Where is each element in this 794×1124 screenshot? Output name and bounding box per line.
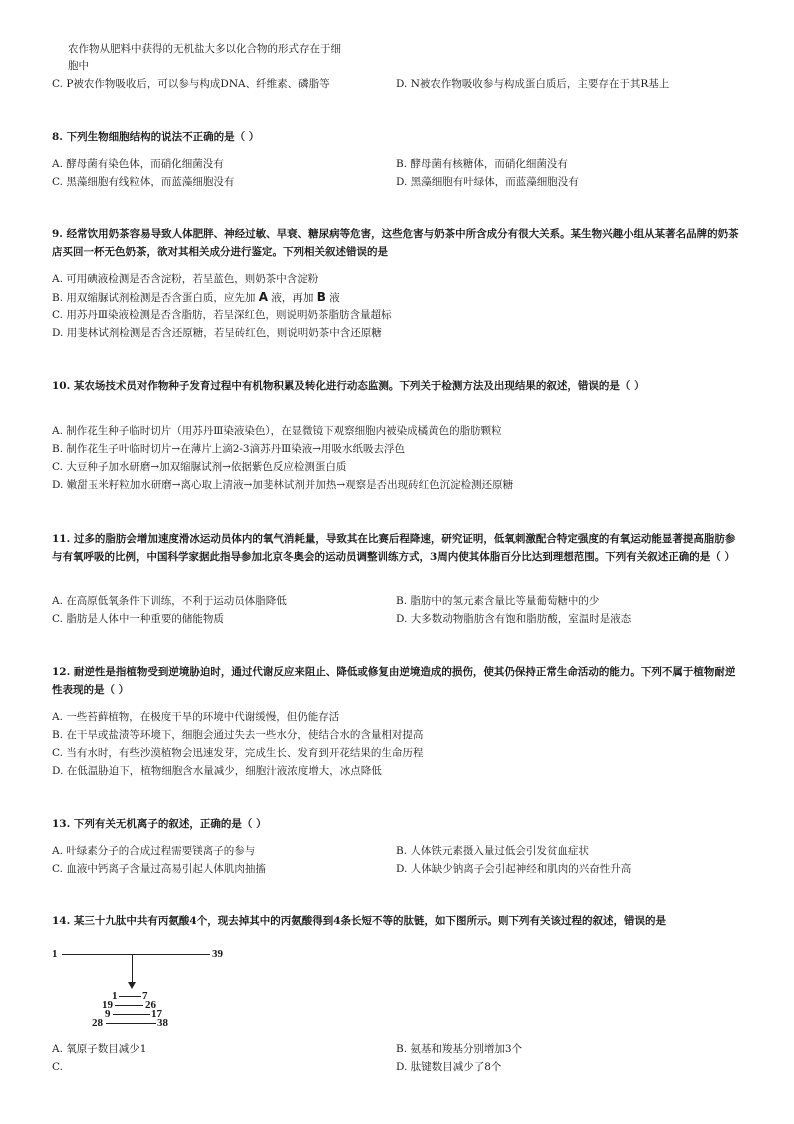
question-14-option-d: D. 肽键数目减少了8个 — [396, 1061, 502, 1073]
question-8-stem: 8. 下列生物细胞结构的说法不正确的是（ ） — [52, 131, 260, 143]
question-9-option-c: C. 用苏丹Ⅲ染液检测是否含脂肪，若呈深红色，则说明奶茶脂肪含量超标 — [52, 309, 392, 321]
question-8-option-a: A. 酵母菌有染色体，而硝化细菌没有 — [52, 158, 224, 170]
chain3-end: 17 — [151, 1008, 162, 1020]
question-11-option-d: D. 大多数动物脂肪含有饱和脂肪酸，室温时是液态 — [396, 613, 632, 625]
question-12-stem: 12. 耐逆性是指植物受到逆境胁迫时，通过代谢反应来阻止、降低或修复由逆境造成的损伤，使其仍保持正常生命活动的能力。下列不属于植物耐逆性表现的是（ ） — [52, 666, 736, 696]
reagent-b-label: B — [316, 290, 326, 304]
question-14-option-c: C. — [52, 1061, 63, 1073]
question-13-option-d: D. 人体缺少钠离子会引起神经和肌肉的兴奋性升高 — [396, 863, 632, 875]
chain4-start: 28 — [92, 1017, 103, 1029]
prev-option-c: C. P被农作物吸收后，可以参与构成DNA、纤维素、磷脂等 — [52, 78, 330, 90]
question-11-option-b: B. 脂肪中的氢元素含量比等量葡萄糖中的少 — [396, 595, 600, 607]
chain2-start: 19 — [102, 999, 113, 1011]
question-10-option-d: D. 嫩甜玉米籽粒加水研磨→离心取上清液→加斐林试剂并加热→观察是否出现砖红色沉淀检测还原糖 — [52, 479, 514, 491]
question-13-option-a: A. 叶绿素分子的合成过程需要镁离子的参与 — [52, 845, 256, 857]
question-11-stem: 11. 过多的脂肪会增加速度滑冰运动员体内的氧气消耗量，导致其在比赛后程降速，研究证明，低氧刺激配合特定强度的有氧运动能显著提高脂肪参与有氧呼吸的比例，中国科学家据此指导参加北京冬奥会的运动员调整训练方式，3周内使其体脂百分比达到理想范围。下列有关叙述正确的是（ ） — [52, 533, 736, 563]
question-8-option-d: D. 黑藻细胞有叶绿体，而蓝藻细胞没有 — [396, 176, 579, 188]
question-12-option-d: D. 在低温胁迫下，植物细胞含水量减少，细胞汁液浓度增大，冰点降低 — [52, 765, 382, 777]
question-11-option-a: A. 在高原低氧条件下训练，不利于运动员体脂降低 — [52, 595, 287, 607]
question-11-option-c: C. 脂肪是人体中一种重要的储能物质 — [52, 613, 224, 625]
question-10-option-a: A. 制作花生种子临时切片（用苏丹Ⅲ染液染色），在显微镜下观察细胞内被染成橘黄色的脂肪颗粒 — [52, 425, 502, 437]
question-9-option-b-pre: B. 用双缩脲试剂检测是否含蛋白质，应先加 — [52, 292, 256, 304]
arrow-shaft — [132, 955, 133, 985]
prev-option-d: D. N被农作物吸收参与构成蛋白质后，主要存在于其R基上 — [396, 78, 670, 90]
chain1-line — [119, 996, 141, 997]
question-9-option-b-mid: 液，再加 — [271, 292, 314, 304]
question-14-option-b: B. 氨基和羧基分别增加3个 — [396, 1043, 523, 1055]
question-9-stem: 9. 经常饮用奶茶容易导致人体肥胖、神经过敏、早衰、糖尿病等危害，这些危害与奶茶中所含成分有很大关系。某生物兴趣小组从某著名品牌的奶茶店买回一杯无色奶茶，欲对其相关成分进行鉴定。下列相关叙述错误的是 — [52, 228, 739, 258]
chain4-end: 38 — [157, 1017, 168, 1029]
reagent-a-label: A — [258, 290, 269, 304]
question-12-option-b: B. 在干旱或盐渍等环境下，细胞会通过失去一些水分，使结合水的含量相对提高 — [52, 729, 424, 741]
question-13-option-c: C. 血液中钙离子含量过高易引起人体肌肉抽搐 — [52, 863, 266, 875]
question-9-option-a: A. 可用碘液检测是否含淀粉，若呈蓝色，则奶茶中含淀粉 — [52, 273, 319, 285]
question-9-option-b — [52, 290, 340, 305]
question-12-option-c: C. 当有水时，有些沙漠植物会迅速发芽，完成生长、发育到开花结果的生命历程 — [52, 747, 424, 759]
question-10-stem: 10. 某农场技术员对作物种子发育过程中有机物积累及转化进行动态监测。下列关于检测方法及出现结果的叙述，错误的是（ ） — [52, 380, 645, 392]
chain4-line — [106, 1023, 156, 1024]
chain1-end: 7 — [142, 990, 148, 1002]
question-14-option-a: A. 氧原子数目减少1 — [52, 1043, 147, 1055]
chain2-line — [115, 1005, 143, 1006]
question-10-option-c: C. 大豆种子加水研磨→加双缩脲试剂→依据紫色反应检测蛋白质 — [52, 461, 347, 473]
question-8-option-b: B. 酵母菌有核糖体，而硝化细菌没有 — [396, 158, 568, 170]
question-8-option-c: C. 黑藻细胞有线粒体，而蓝藻细胞没有 — [52, 176, 235, 188]
chain3-line — [113, 1014, 150, 1015]
peptide-diagram — [52, 946, 252, 1036]
question-9-option-d: D. 用斐林试剂检测是否含还原糖，若呈砖红色，则说明奶茶中含还原糖 — [52, 327, 382, 339]
full-peptide-line — [62, 954, 210, 955]
question-13-option-b: B. 人体铁元素摄入量过低会引发贫血症状 — [396, 845, 589, 857]
question-9-option-b-post: 液 — [329, 292, 340, 304]
prev-option-line2: 胞中 — [68, 60, 89, 72]
question-14-stem: 14. 某三十九肽中共有丙氨酸4个，现去掉其中的丙氨酸得到4条长短不等的肽链，如下图所示。则下列有关该过程的叙述，错误的是 — [52, 915, 667, 927]
chain1-start: 1 — [112, 990, 118, 1002]
arrow-down-icon — [128, 982, 136, 989]
question-12-option-a: A. 一些苔藓植物，在极度干旱的环境中代谢缓慢，但仍能存活 — [52, 711, 340, 723]
peptide-start-label: 1 — [52, 948, 58, 960]
prev-option-line1: 农作物从肥料中获得的无机盐大多以化合物的形式存在于细 — [68, 43, 341, 55]
question-10-option-b: B. 制作花生子叶临时切片→在薄片上滴2-3滴苏丹Ⅲ染液→用吸水纸吸去浮色 — [52, 443, 406, 455]
question-13-stem: 13. 下列有关无机离子的叙述，正确的是（ ） — [52, 818, 267, 830]
peptide-end-label: 39 — [212, 948, 223, 960]
chain2-end: 26 — [145, 999, 156, 1011]
chain3-start: 9 — [105, 1008, 111, 1020]
